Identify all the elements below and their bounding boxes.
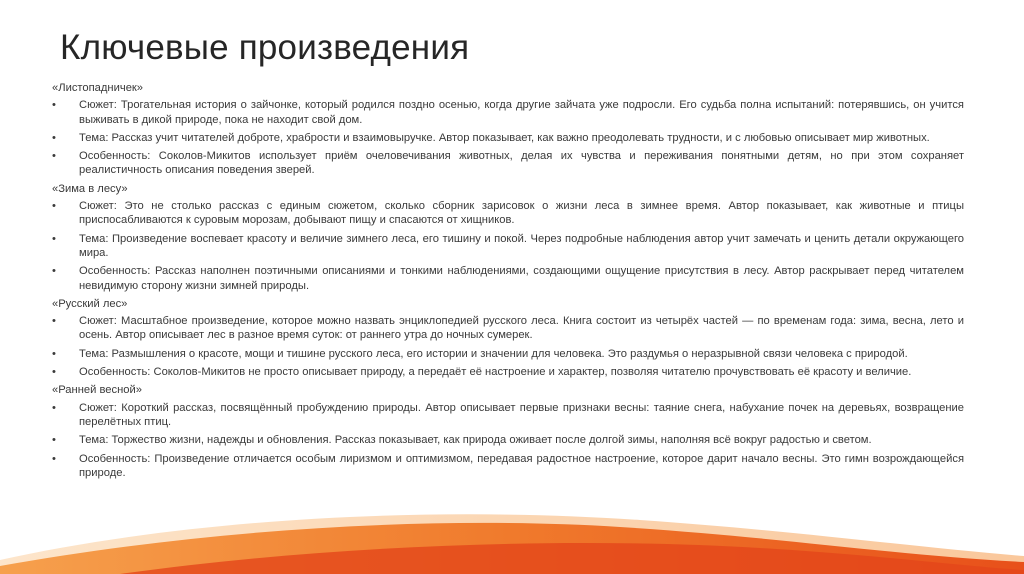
- bullet-text: Сюжет: Короткий рассказ, посвящённый пробуждению природы. Автор описывает первые признаки весны: таяние снега, набухание почек на деревьях, возвращение перелётных птиц.: [79, 401, 964, 428]
- bullet-icon: •: [52, 347, 56, 360]
- bullet-icon: •: [52, 366, 56, 379]
- work-title: «Листопадничек»: [52, 82, 144, 94]
- bullet-text: Тема: Торжество жизни, надежды и обновления. Рассказ показывает, как природа оживает после долгой зимы, наполняя всё вокруг радостью и светом.: [79, 434, 872, 447]
- bullet-icon: •: [52, 452, 56, 465]
- bullet-icon: •: [52, 200, 56, 213]
- bullet-icon: •: [52, 150, 56, 163]
- bullet-icon: •: [52, 99, 56, 112]
- bullet-item: [52, 365, 964, 379]
- bullet-item: [52, 232, 964, 261]
- bullet-icon: •: [52, 401, 56, 414]
- bullet-text: Сюжет: Масштабное произведение, которое можно назвать энциклопедией русского леса. Книга состоит из четырёх частей — по временам года: зима, весна, лето и осень. Автор описывает лес в разное время суток: от раннего утра до ночных сумерек.: [79, 315, 964, 342]
- bullet-item: [52, 347, 964, 361]
- bullet-item: [52, 401, 964, 430]
- bullet-text: Сюжет: Трогательная история о зайчонке, который родился поздно осенью, когда другие зайчата уже подросли. Его судьба полна испытаний: потерявшись, он учится выживать в дикой природе, пока не находит свой дом.: [79, 99, 964, 126]
- bullet-icon: •: [52, 265, 56, 278]
- bullet-text: Тема: Рассказ учит читателей доброте, храбрости и взаимовыручке. Автор показывает, как важно преодолевать трудности, и с любовью описывает мир животных.: [79, 131, 930, 144]
- bullet-item: [52, 264, 964, 293]
- bullet-text: Особенность: Соколов-Микитов использует приём очеловечивания животных, делая их чувства и переживания понятными детям, но при этом сохраняет реалистичность описания поведения зверей.: [79, 150, 964, 177]
- wave-shape-light: [0, 514, 1024, 574]
- bullet-item: [52, 314, 964, 343]
- slide-content: [52, 81, 964, 484]
- bullet-text: Тема: Размышления о красоте, мощи и тишине русского леса, его истории и значении для человека. Это раздумья о неразрывной связи человека с природой.: [79, 347, 908, 360]
- bullet-item: [52, 149, 964, 178]
- wave-shape-main: [0, 523, 1024, 574]
- bullet-icon: •: [52, 131, 56, 144]
- bullet-item: [52, 199, 964, 228]
- work-title: «Зима в лесу»: [52, 182, 128, 195]
- bullet-text: Особенность: Рассказ наполнен поэтичными описаниями и тонкими наблюдениями, создающими ощущение присутствия в лесу. Автор раскрывает перед читателем невидимую сторону жизни зимней природы.: [79, 265, 964, 292]
- bullet-item: [52, 433, 964, 447]
- bullet-item: [52, 131, 964, 145]
- bullet-icon: •: [52, 315, 56, 328]
- bullet-icon: •: [52, 434, 56, 447]
- work-title: «Русский лес»: [52, 297, 128, 310]
- bullet-text: Тема: Произведение воспевает красоту и величие зимнего леса, его тишину и покой. Через подробные наблюдения автор учит замечать и ценить детали окружающего мира.: [79, 232, 964, 259]
- slide-title: Ключевые произведения: [60, 28, 470, 67]
- work-title: «Ранней весной»: [52, 384, 142, 397]
- bullet-text: Особенность: Соколов-Микитов не просто описывает природу, а передаёт её настроение и характер, позволяя читателю прочувствовать её красоту и величие.: [79, 366, 912, 379]
- bullet-item: [52, 452, 964, 481]
- bullet-text: Особенность: Произведение отличается особым лиризмом и оптимизмом, передавая радостное настроение, которое дарит начало весны. Это гимн возрождающейся природе.: [79, 452, 964, 479]
- bullet-icon: •: [52, 232, 56, 245]
- wave-shape-dark: [120, 543, 1024, 574]
- bullet-text: Сюжет: Это не столько рассказ с единым сюжетом, сколько сборник зарисовок о жизни леса в зимнее время. Автор показывает, как животные и птицы приспосабливаются к суровым морозам, добывают пищу и спасаются от хищников.: [79, 200, 964, 227]
- bullet-item: [52, 98, 964, 127]
